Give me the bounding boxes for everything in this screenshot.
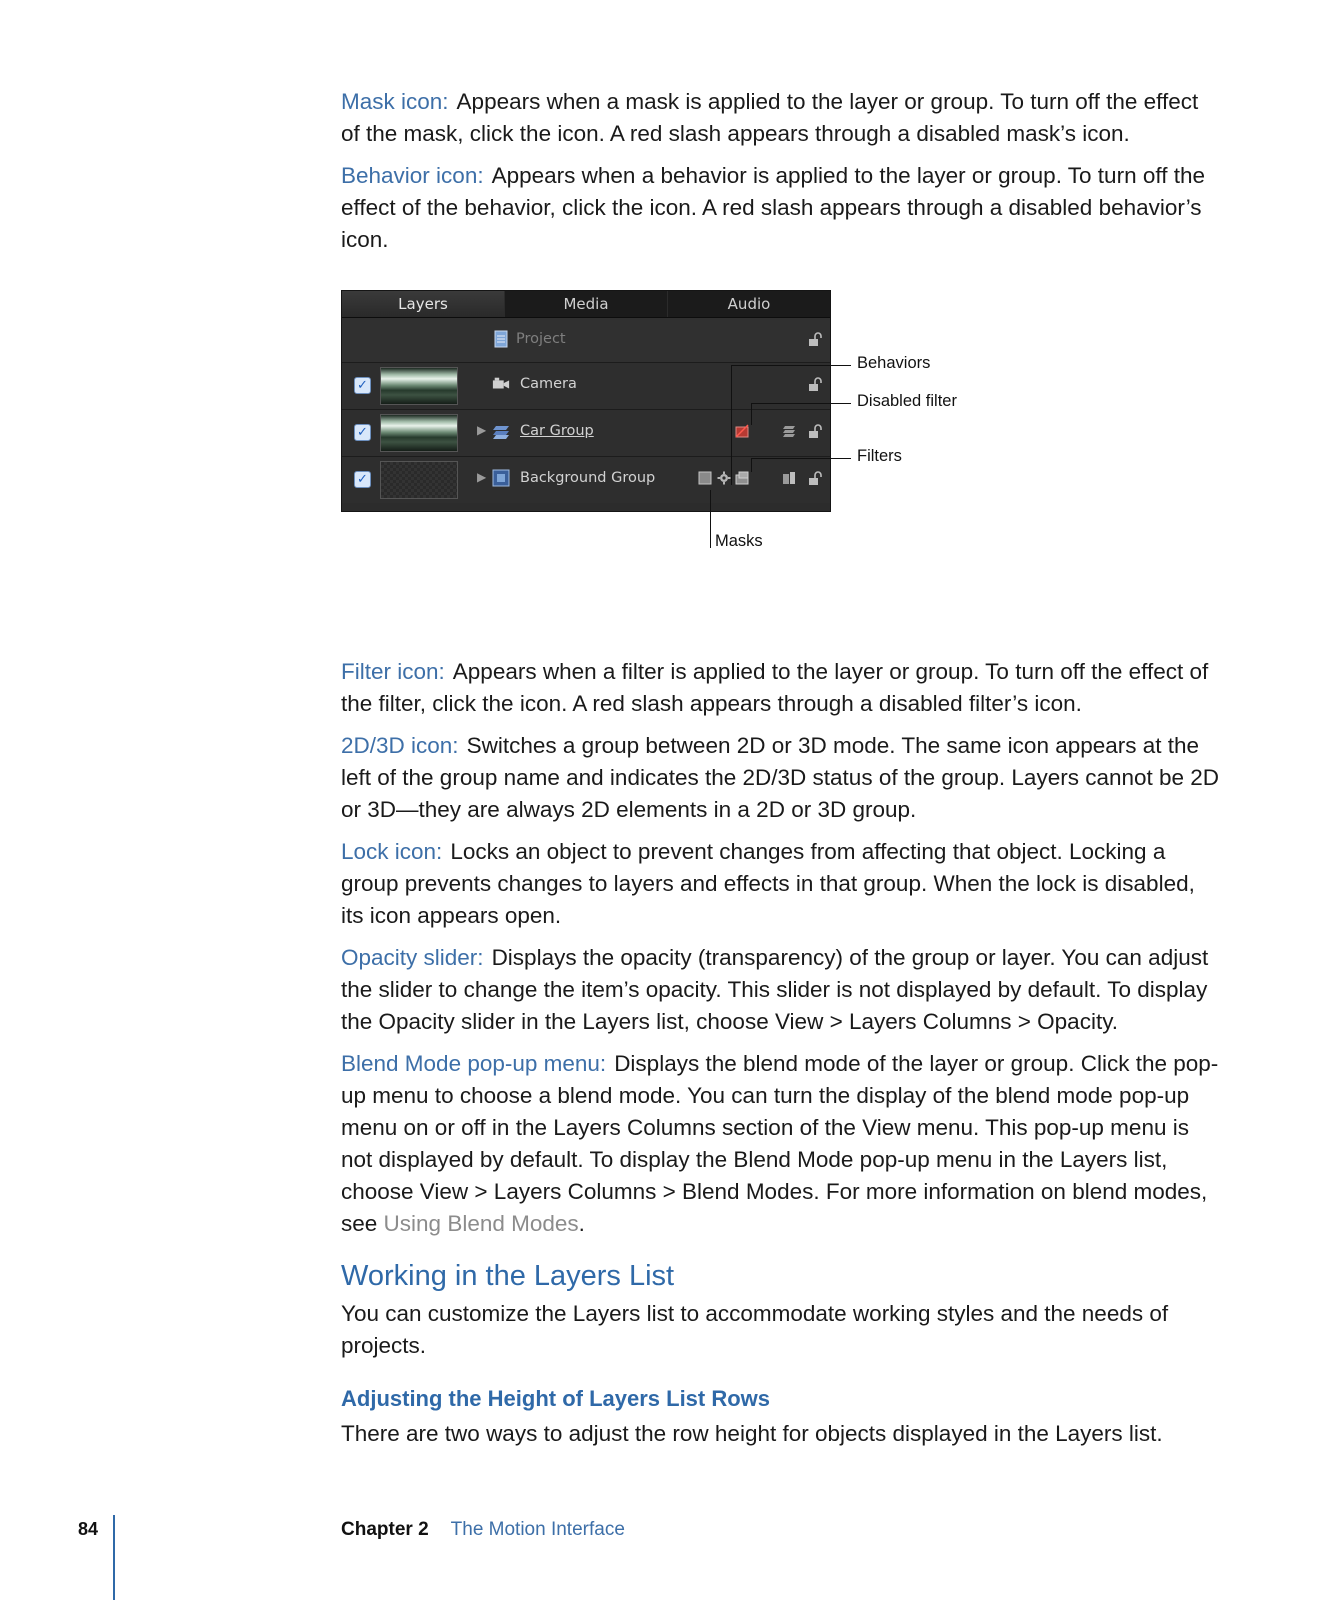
layers-panel <box>341 290 831 512</box>
layer-thumbnail <box>380 367 458 405</box>
disclosure-triangle-icon[interactable]: ▶ <box>477 470 487 484</box>
section-body: You can customize the Layers list to accommodate working styles and the needs of projects. <box>341 1301 1169 1358</box>
callout-filters: Filters <box>857 447 902 465</box>
definition-text: Appears when a mask is applied to the layer or group. To turn off the effect of the mask, click the icon. A red slash appears through a disabled mask’s icon. <box>341 89 1199 146</box>
definition-term: Behavior icon: <box>341 163 484 188</box>
group-3d-icon[interactable] <box>492 469 510 487</box>
definition-term: Lock icon: <box>341 839 443 864</box>
definition-lock-icon <box>341 836 1221 932</box>
layer-name: Car Group <box>520 423 594 439</box>
definition-behavior-icon <box>341 160 1221 256</box>
definition-text: Appears when a behavior is applied to the layer or group. To turn off the effect of the behavior, click the icon. A red slash appears through a disabled behavior’s icon. <box>341 163 1205 252</box>
filters-callout-line <box>751 458 752 472</box>
definition-end: . <box>578 1211 585 1236</box>
definition-blend-mode <box>341 1048 1221 1240</box>
blend-mode-icon[interactable] <box>782 471 796 485</box>
group-2d-icon[interactable] <box>492 422 510 440</box>
definition-2d3d-icon <box>341 730 1221 826</box>
definition-term: Mask icon: <box>341 89 449 114</box>
layer-name: Camera <box>520 376 577 392</box>
tab-audio[interactable]: Audio <box>727 295 771 313</box>
lock-open-icon[interactable] <box>808 424 822 438</box>
definition-term: 2D/3D icon: <box>341 733 459 758</box>
project-icon <box>492 330 510 348</box>
disabled-filter-icon[interactable] <box>735 424 749 438</box>
disabled-filter-callout-line <box>751 403 752 425</box>
chapter-label: Chapter 2 <box>341 1519 429 1540</box>
layer-row-project[interactable] <box>342 318 830 363</box>
disclosure-triangle-icon[interactable]: ▶ <box>477 423 487 437</box>
definition-text: Displays the blend mode of the layer or group. Click the pop-up menu to choose a blend mode. You can turn the display of the blend mode pop-up menu on or off in the Layers Columns section of the View menu. This pop-up menu is not displayed by default. To display the Blend Mode pop-up menu in the Layers list, choose View > Layers Columns > Blend Modes. For more information on blend modes, see <box>341 1051 1219 1236</box>
layer-name: Background Group <box>520 470 656 486</box>
layer-thumbnail <box>380 461 458 499</box>
masks-callout-line <box>710 490 711 548</box>
behaviors-callout-line <box>731 365 851 366</box>
using-blend-modes-link[interactable]: Using Blend Modes <box>383 1211 579 1236</box>
definition-opacity-slider <box>341 942 1221 1038</box>
definition-filter-icon <box>341 656 1221 720</box>
definition-mask-icon <box>341 86 1221 150</box>
filter-icon[interactable] <box>735 471 749 485</box>
lock-open-icon[interactable] <box>808 332 822 346</box>
footer-chapter <box>341 1519 625 1541</box>
chapter-title: The Motion Interface <box>450 1519 625 1540</box>
definition-text: Switches a group between 2D or 3D mode. The same icon appears at the left of the group name and indicates the 2D/3D status of the group. Layers cannot be 2D or 3D—they are always 2D elements in a 2D or 3D group. <box>341 733 1220 822</box>
page-content <box>341 86 1221 1462</box>
layers-panel-figure <box>341 290 1221 630</box>
layer-checkbox[interactable]: ✓ <box>354 424 371 441</box>
callout-behaviors: Behaviors <box>857 354 931 372</box>
subsection-heading: Adjusting the Height of Layers List Rows <box>341 1386 771 1411</box>
panel-tabs <box>342 291 830 318</box>
lock-open-icon[interactable] <box>808 377 822 391</box>
definition-term: Opacity slider: <box>341 945 484 970</box>
footer-rule <box>113 1515 115 1600</box>
lock-open-icon[interactable] <box>808 471 822 485</box>
behaviors-callout-line <box>731 365 732 485</box>
definition-text: Displays the opacity (transparency) of the group or layer. You can adjust the slider to change the item’s opacity. This slider is not displayed by default. To display the Opacity slider in the Layers list, choose View > Layers Columns > Opacity. <box>341 945 1209 1034</box>
definition-term: Blend Mode pop-up menu: <box>341 1051 607 1076</box>
callout-disabled-filter: Disabled filter <box>857 392 957 410</box>
group-stack-icon[interactable] <box>782 424 796 438</box>
layer-checkbox[interactable]: ✓ <box>354 377 371 394</box>
page-number: 84 <box>78 1519 99 1539</box>
layer-row-car-group[interactable] <box>342 410 830 457</box>
camera-icon <box>492 375 510 393</box>
section-heading: Working in the Layers List <box>341 1260 675 1292</box>
definition-text: Appears when a filter is applied to the layer or group. To turn off the effect of the filter, click the icon. A red slash appears through a disabled filter’s icon. <box>341 659 1209 716</box>
tab-media[interactable]: Media <box>505 291 668 317</box>
definition-text: Locks an object to prevent changes from affecting that object. Locking a group prevents changes to layers and effects in that group. When the lock is disabled, its icon appears open. <box>341 839 1195 928</box>
filters-callout-line <box>751 458 851 459</box>
behavior-gear-icon[interactable] <box>717 471 731 485</box>
mask-icon[interactable] <box>698 471 712 485</box>
callout-masks: Masks <box>715 532 763 550</box>
layer-name: Project <box>516 331 566 347</box>
definition-term: Filter icon: <box>341 659 445 684</box>
tab-layers[interactable]: Layers <box>342 291 505 317</box>
subsection-body: There are two ways to adjust the row height for objects displayed in the Layers list. <box>341 1421 1163 1446</box>
layer-checkbox[interactable]: ✓ <box>354 471 371 488</box>
layer-row-background-group[interactable] <box>342 457 830 503</box>
layer-thumbnail <box>380 414 458 452</box>
disabled-filter-callout-line <box>751 403 851 404</box>
